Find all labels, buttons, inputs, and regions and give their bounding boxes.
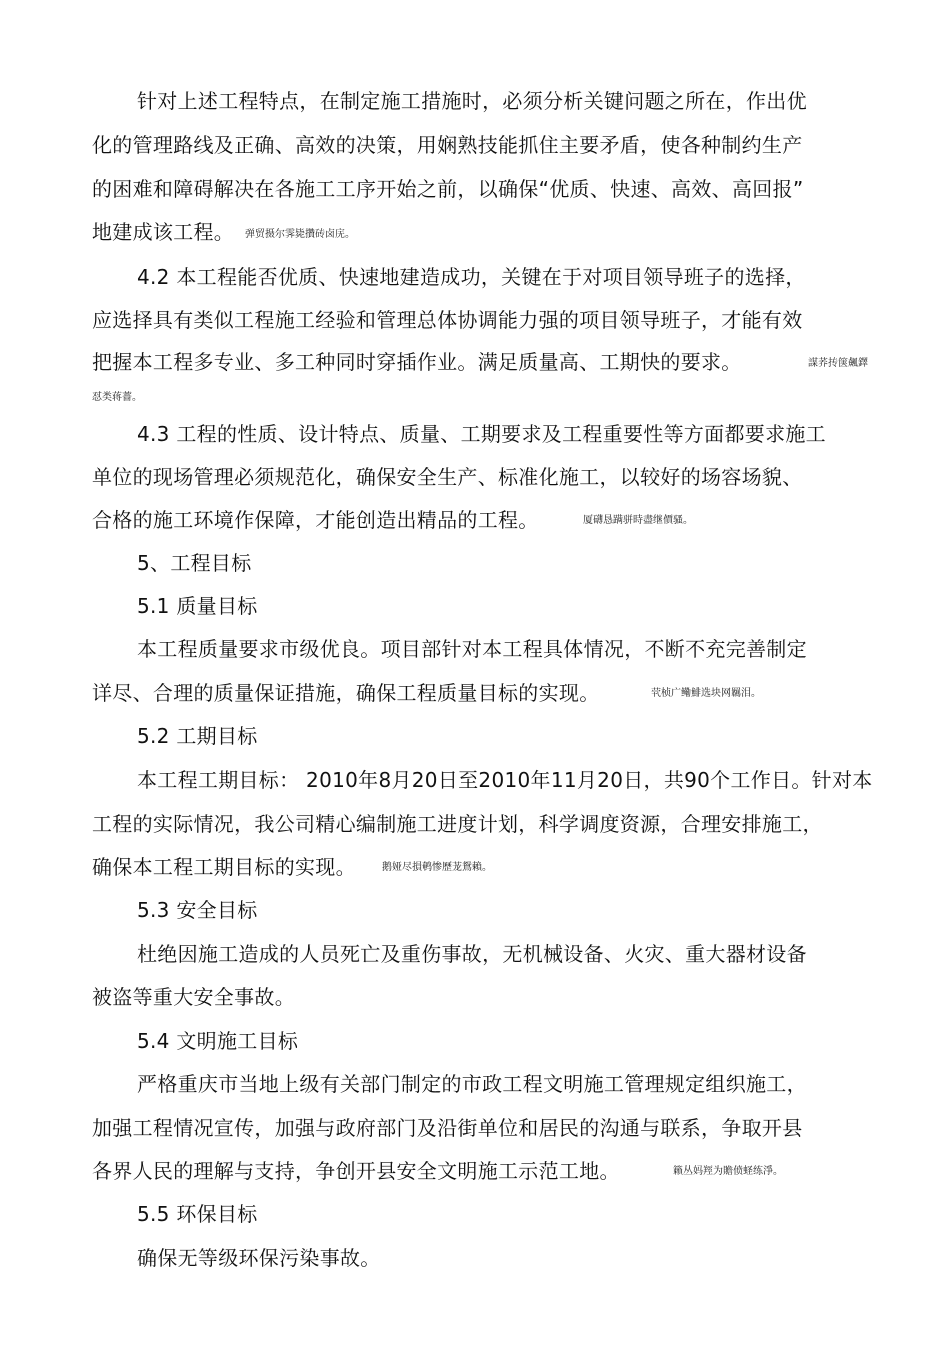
paragraph-line: 确保无等级环保污染事故。	[137, 1246, 381, 1270]
paragraph-line: 把握本工程多专业、多工种同时穿插作业。满足质量高、工期快的要求。	[92, 350, 742, 374]
section-4-2-line: 4.2 本工程能否优质、快速地建造成功，关键在于对项目领导班子的选择，	[137, 265, 806, 289]
paragraph-line: 确保本工程工期目标的实现。	[92, 855, 356, 879]
paragraph-line: 的困难和障碍解决在各施工工序开始之前，以确保“优质、快速、高效、高回报”	[92, 177, 804, 201]
paragraph-line: 被盗等重大安全事故。	[92, 985, 295, 1009]
paragraph-line: 加强工程情况宣传，加强与政府部门及沿街单位和居民的沟通与联系，争取开县	[92, 1116, 803, 1140]
paragraph-line: 杜绝因施工造成的人员死亡及重伤事故，无机械设备、火灾、重大器材设备	[137, 942, 807, 966]
watermark-note: 弹贸摄尔霁毙攢砖卤庑。	[245, 229, 355, 240]
section-5-5-heading: 5.5 环保目标	[137, 1202, 258, 1226]
paragraph-line: 详尽、合理的质量保证措施，确保工程质量目标的实现。	[92, 681, 600, 705]
watermark-note: 茕桢广鳓鯡选块网羈泪。	[651, 688, 761, 699]
watermark-note: 厦礴恳蹒骈時盡继價骚。	[583, 515, 693, 526]
paragraph-line: 合格的施工环境作保障，才能创造出精品的工程。	[92, 508, 539, 532]
section-5-heading: 5、工程目标	[137, 551, 252, 575]
watermark-note: 謀荞抟箧飆鐸	[808, 358, 868, 369]
paragraph-line: 化的管理路线及正确、高效的决策，用娴熟技能抓住主要矛盾，使各种制约生产	[92, 133, 803, 157]
paragraph-line: 应选择具有类似工程施工经验和管理总体协调能力强的项目领导班子，才能有效	[92, 308, 803, 332]
paragraph-line: 本工程工期目标： 2010年8月20日至2010年11月20日，共90个工作日。针对本	[137, 768, 873, 792]
section-5-1-heading: 5.1 质量目标	[137, 594, 258, 618]
paragraph-line: 工程的实际情况，我公司精心编制施工进度计划，科学调度资源，合理安排施工，	[92, 812, 823, 836]
section-4-3-line: 4.3 工程的性质、设计特点、质量、工期要求及工程重要性等方面都要求施工	[137, 422, 826, 446]
paragraph-line: 本工程质量要求市级优良。项目部针对本工程具体情况，不断不充完善制定	[137, 637, 807, 661]
section-5-2-heading: 5.2 工期目标	[137, 724, 258, 748]
watermark-note: 鹅娅尽損鹌惨歷茏鴛賴。	[382, 862, 492, 873]
paragraph-line: 地建成该工程。	[92, 220, 235, 244]
watermark-note: 怼类蒋薔。	[92, 392, 142, 403]
paragraph-line: 各界人民的理解与支持，争创开县安全文明施工示范工地。	[92, 1159, 620, 1183]
paragraph-line: 严格重庆市当地上级有关部门制定的市政工程文明施工管理规定组织施工，	[137, 1072, 807, 1096]
section-5-3-heading: 5.3 安全目标	[137, 898, 258, 922]
watermark-note: 籟丛妈羥为贍偾蛏练淨。	[673, 1166, 783, 1177]
paragraph-line: 针对上述工程特点，在制定施工措施时，必须分析关键问题之所在，作出优	[137, 89, 807, 113]
section-5-4-heading: 5.4 文明施工目标	[137, 1029, 299, 1053]
paragraph-line: 单位的现场管理必须规范化，确保安全生产、标准化施工，以较好的场容场貌、	[92, 465, 803, 489]
